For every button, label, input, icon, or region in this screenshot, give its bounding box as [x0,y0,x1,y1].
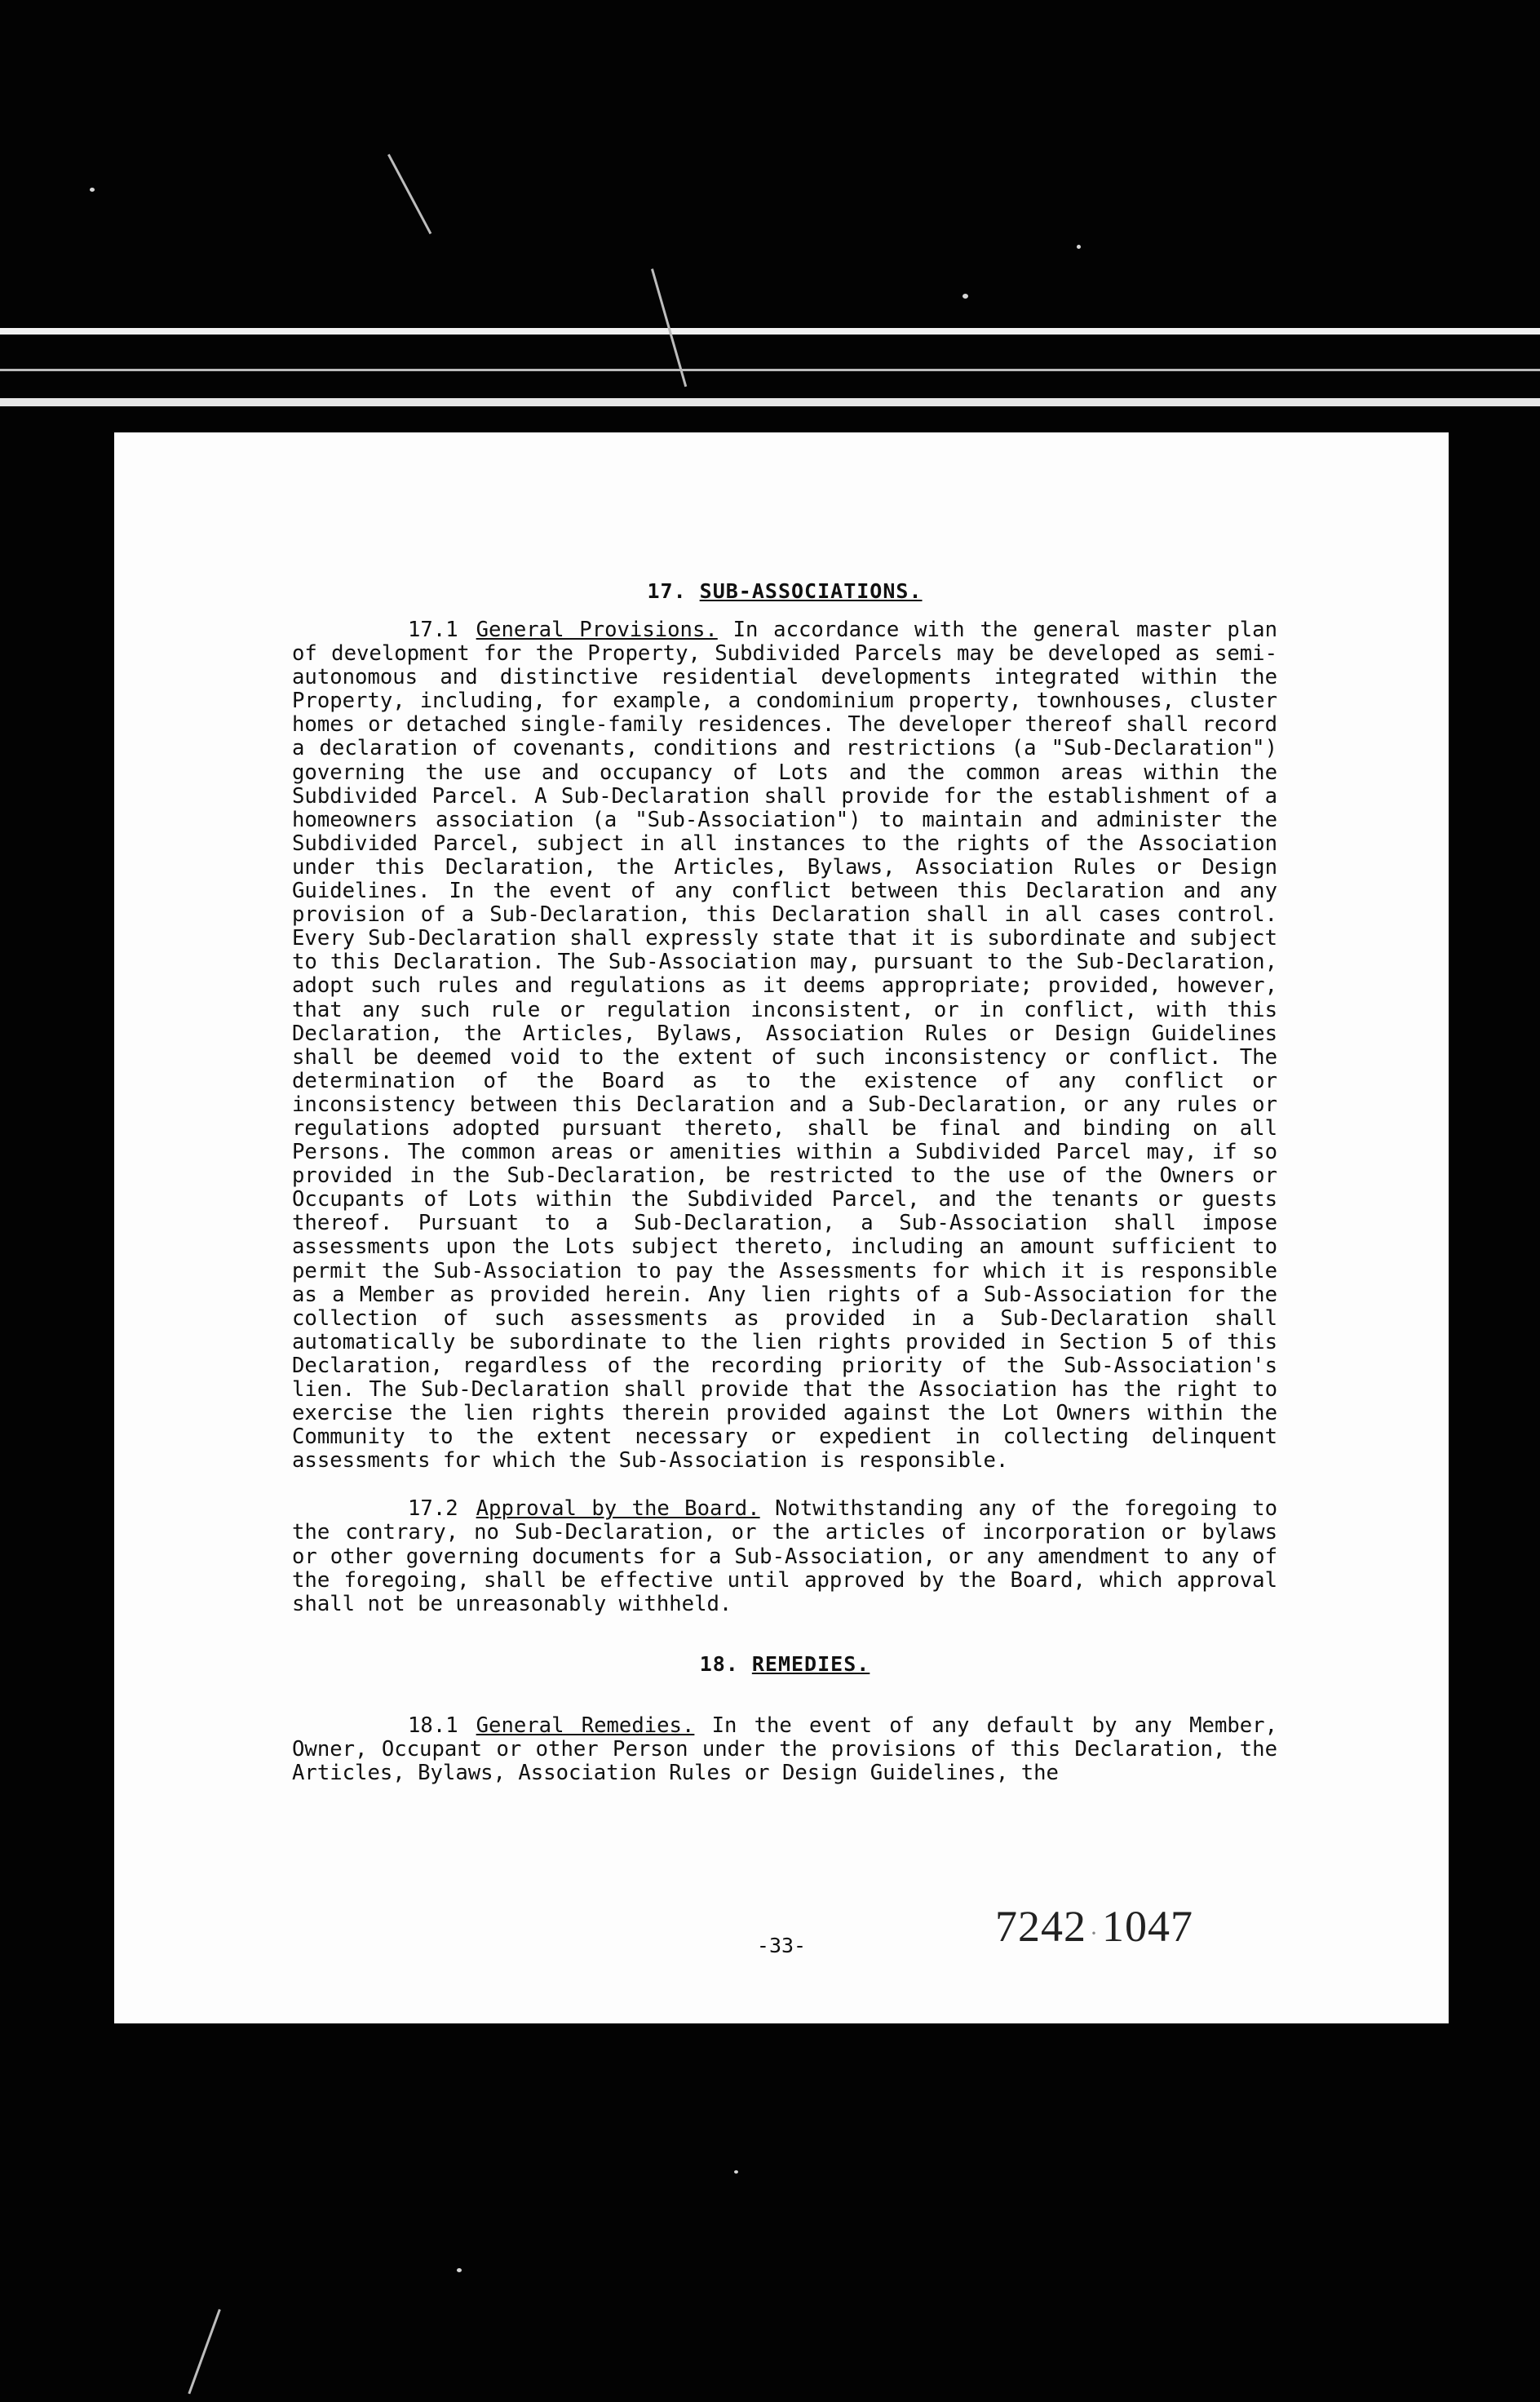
recording-stamp [995,1901,1193,1952]
recording-page: 1047 [1102,1902,1193,1951]
scan-streak [188,2309,220,2394]
spacer [292,1473,1277,1497]
paragraph-title: Approval by the Board. [476,1496,760,1522]
spacer [292,1616,1277,1652]
paragraph [292,1714,1277,1785]
page-number: -33- [756,1934,807,1957]
section-title: REMEDIES. [751,1651,870,1676]
scanned-page [114,432,1449,2023]
scan-edge-band [0,328,1540,335]
paragraph [292,1497,1277,1615]
scan-edge-band [0,369,1540,371]
paragraph-number: 18.1 [408,1713,458,1738]
scan-speck [734,2170,738,2174]
paragraph-number: 17.1 [408,618,458,642]
paragraph-title: General Remedies. [476,1713,695,1738]
scan-edge-band [0,398,1540,406]
scan-speck [962,294,968,299]
spacer [292,1691,1277,1714]
section-heading [292,1652,1277,1677]
scan-streak [387,154,431,235]
paragraph-text: In accordance with the general master plan of development for the Property, Subdivided Parcels may be developed as semi-autonomous and distinctive residential developments integrated within the Property, including, for example, a condominium property, townhouses, cluster homes or detached single-family residences. The developer thereof shall record a declaration of covenants, conditions and restrictions (a "Sub-Declaration") governing the use and occupancy of Lots and the common areas within the Subdivided Parcel. A Sub-Declaration shall provide for the establishment of a homeowners association (a "Sub-Association") to maintain and administer the Subdivided Parcel, subject in all instances to the rights of the Association under this Declaration, the Articles, Bylaws, Association Rules or Design Guidelines. In the event of any conflict between this Declaration and any provision of a Sub-Declaration, this Declaration shall in all cases control. Every Sub-Declaration shall expressly state that it is subordinate and subject to this Declaration. The Sub-Association may, pursuant to the Sub-Declaration, adopt such rules and regulations as it deems appropriate; provided, however, that any such rule or regulation inconsistent, or in conflict, with this Declaration, the Articles, Bylaws, Association Rules or Design Guidelines shall be deemed void to the extent of such inconsistency or conflict. The determination of the Board as to the existence of any conflict or inconsistency between this Declaration and a Sub-Declaration, or any rules or regulations adopted pursuant thereto, shall be final and binding on all Persons. The common areas or amenities within a Subdivided Parcel may, if so provided in the Sub-Declaration, be restricted to the use of the Owners or Occupants of Lots within the Subdivided Parcel, and the tenants or guests thereof. Pursuant to a Sub-Declaration, a Sub-Association shall impose assessments upon the Lots subject thereto, including an amount sufficient to permit the Sub-Association to pay the Assessments for which it is responsible as a Member as provided herein. Any lien rights of a Sub-Association for the collection of such assessments as provided in a Sub-Declaration shall automatically be subordinate to the lien rights provided in Section 5 of this Declaration, regardless of the recording priority of the Sub-Association's lien. The Sub-Declaration shall provide that the Association has the right to exercise the lien rights therein provided against the Lot Owners within the Community to the extent necessary or expedient in collecting delinquent assessments for which the Sub-Association is responsible. [292,618,1277,1474]
paragraph [292,618,1277,1473]
section-number: 18. [699,1651,739,1676]
scan-speck [1077,245,1081,249]
section-title: SUB-ASSOCIATIONS. [699,579,923,603]
section-heading [292,579,1277,604]
recording-book: 7242 [995,1902,1086,1951]
scan-speck [90,188,95,192]
paragraph-text: Notwithstanding any of the foregoing to the contrary, no Sub-Declaration, or the articles of incorporation or bylaws or other governing documents for a Sub-Association, or any amendment to any of the foregoing, shall be effective until approved by the Board, which approval shall not be unreasonably withheld. [292,1496,1277,1616]
paragraph-number: 17.2 [408,1496,458,1522]
paragraph-text: In the event of any default by any Member, Owner, Occupant or other Person under the provisions of this Declaration, the Articles, Bylaws, Association Rules or Design Guidelines, the [292,1713,1277,1786]
page-body [292,579,1277,1785]
scan-speck [457,2268,462,2272]
stamp-separator: · [1090,1920,1099,1947]
paragraph-title: General Provisions. [476,618,718,642]
section-number: 17. [647,579,687,603]
